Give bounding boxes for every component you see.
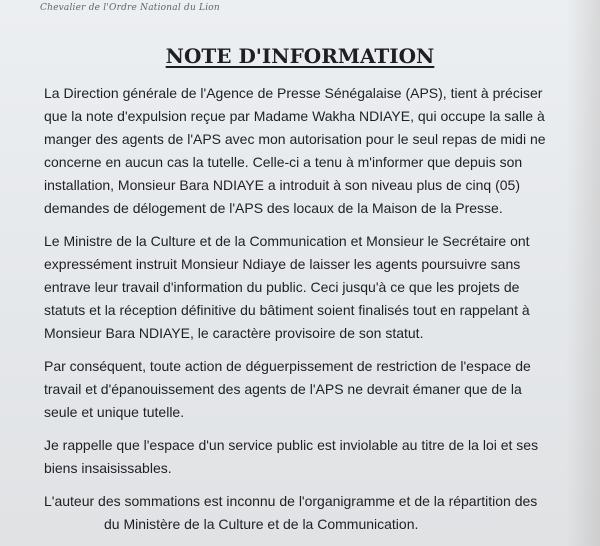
paragraph-line: Je rappelle que l'espace d'un service public est inviolable au titre de la loi et ses <box>44 437 539 453</box>
paragraph-line: biens insaisissables. <box>44 460 172 476</box>
paragraph-gap <box>44 480 584 490</box>
paragraph-line: Monsieur Bara NDIAYE, le caractère provisoire de son statut. <box>44 325 424 341</box>
paragraph-3 <box>44 355 584 424</box>
paragraph-line: entrave leur travail d'information du public. Ceci jusqu'à ce que les projets de <box>44 279 520 295</box>
paragraph-line: expressément instruit Monsieur Ndiaye de laisser les agents poursuivre sans <box>44 256 521 272</box>
paragraph-4 <box>44 434 584 480</box>
paragraph-line: concerne en aucun cas la tutelle. Celle-ci a tenu à m'informer que depuis son <box>44 154 523 170</box>
paragraph-line: statuts et la réception définitive du bâtiment soient finalisés tout en rappelant à <box>44 302 530 318</box>
paragraph-1 <box>44 82 584 220</box>
document-title-text: NOTE D'INFORMATION <box>165 44 435 68</box>
paragraph-line: L'auteur des sommations est inconnu de l'organigramme et de la répartition des <box>44 493 538 509</box>
paragraph-line: manger des agents de l'APS avec mon autorisation pour le seul repas de midi ne <box>44 131 546 147</box>
paragraph-gap <box>44 424 584 434</box>
paragraph-gap <box>44 345 584 355</box>
paragraph-line: Le Ministre de la Culture et de la Communication et Monsieur le Secrétaire ont <box>44 233 530 249</box>
document-title <box>0 44 600 68</box>
paragraph-2 <box>44 230 584 345</box>
paragraph-line: du Ministère de la Culture et de la Communication. <box>104 516 419 532</box>
paragraph-5 <box>44 490 584 536</box>
paragraph-line: Par conséquent, toute action de déguerpissement de restriction de l'espace de <box>44 358 531 374</box>
paragraph-line: que la note d'expulsion reçue par Madame Wakha NDIAYE, qui occupe la salle à <box>44 108 545 124</box>
paragraph-gap <box>44 220 584 230</box>
paragraph-line: seule et unique tutelle. <box>44 404 185 420</box>
paragraph-line: travail et d'épanouissement des agents de l'APS ne devrait émaner que de la <box>44 381 522 397</box>
paragraph-line: demandes de délogement de l'APS des locaux de la Maison de la Presse. <box>44 200 503 216</box>
paragraph-line: La Direction générale de l'Agence de Presse Sénégalaise (APS), tient à préciser <box>44 85 543 101</box>
paragraph-line: installation, Monsieur Bara NDIAYE a introduit à son niveau plus de cinq (05) <box>44 177 520 193</box>
document-body <box>44 82 584 536</box>
letterhead: Chevalier de l'Ordre National du Lion <box>40 3 220 13</box>
